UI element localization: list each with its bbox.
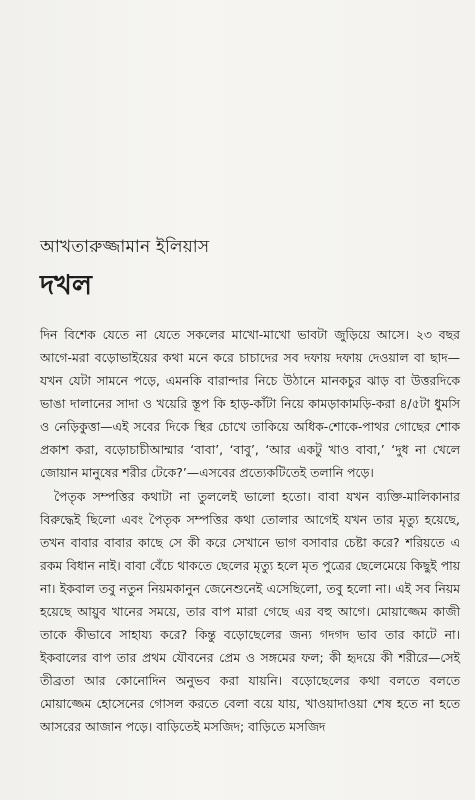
paragraph-1: দিন বিশেক যেতে না যেতে সকলের মাখো-মাখো ভাবটা জুড়িয়ে আসে। ২৩ বছর আগে-মরা বড়োভাইয়ের কথা মনে করে চাচাদের সব দফায় দফায় দেওয়াল বা ছাদ—যখন যেটা সামনে পড়ে, এমনকি বারান্দার নিচে উঠানে মানকচুর ঝাড় বা উত্তরদিকে ভাঙা দালানের সাদা ও খয়েরি স্তূপ কি হাড়-কাঁটা নিয়ে কামড়াকামড়ি-করা ৪/৫টা ধুমসি ও নেড়িকুত্তা—এই সবের দিকে স্থির চোখে তাকিয়ে অধিক-শোকে-পাথর গোছের শোক প্রকাশ করা, বড়োচাচীআম্মার ‘বাবা’, ‘বাবু’, ‘আর একটু খাও বাবা,’ ‘দুধ না খেলে জোয়ান মানুষের শরীর টেকে?’—এসবের প্রত্যেকটিতেই তলানি পড়ে। [40,327,460,480]
story-body [40,323,460,738]
paragraph-2: পৈতৃক সম্পত্তির কথাটা না তুললেই ভালো হতো। বাবা যখন ব্যক্তি-মালিকানার বিরুদ্ধেই ছিলো এবং পৈতৃক সম্পত্তির কথা তোলার আগেই যখন তার মৃত্যু হয়েছে, তখন বাবার বাবার কাছে সে কী করে সেখানে ভাগ বসাবার চেষ্টা করে? শরিয়তে এ রকম বিধান নাই। বাবা বেঁচে থাকতে ছেলের মৃত্যু হলে মৃত পুত্রের ছেলেমেয়ে কিছুই পায় না। ইকবাল তবু নতুন নিয়মকানুন জেনেশুনেই এসেছিলো, তবু হলো না। এই সব নিয়ম হয়েছে আয়ুব খানের সময়ে, তার বাপ মারা গেছে এর বহু আগে। মোয়াজ্জেম কাজী তাকে কীভাবে সাহায্য করে? কিন্তু বড়োছেলের জন্য গদগদ ভাব তার কাটে না। ইকবালের বাপ তার প্রথম যৌবনের প্রেম ও সঙ্গমের ফল; কী হৃদয়ে কী শরীরে—সেই তীব্রতা আর কোনোদিন অনুভব করা যায়নি। বড়োছেলের কথা বলতে বলতে মোয়াজ্জেম হোসেনের গোসল করতে বেলা বয়ে যায়, খাওয়াদাওয়া শেষ হতে না হতে আসরের আজান পড়ে। বাড়িতেই মসজিদ; বাড়িতে মসজিদ [40,489,460,734]
author-name: আখতারুজ্জামান ইলিয়াস [40,237,210,257]
story-title: দখল [40,270,93,301]
